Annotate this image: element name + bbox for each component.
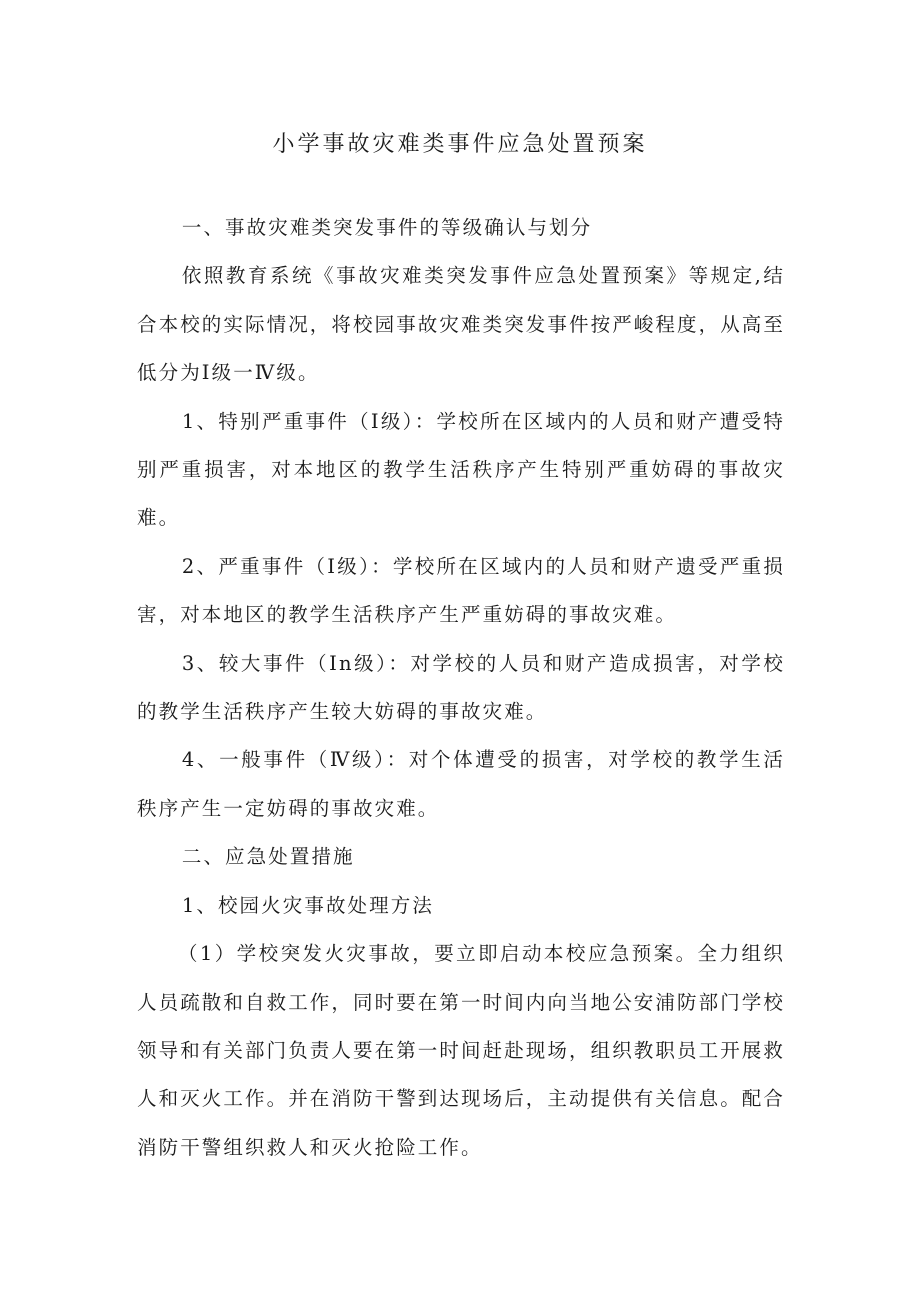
section-heading-2: 二、应急处置措施 bbox=[181, 845, 355, 869]
paragraph-level-3: 3、较大事件（In级）：对学校的人员和财产造成损害，对学校的教学生活秩序产生较大妨碍的事故灾难。 bbox=[137, 651, 785, 724]
paragraph-intro: 依照教育系统《事故灾难类突发事件应急处置预案》等规定,结合本校的实际情况，将校园事故灾难类突发事件按严峻程度，从高至低分为Ⅰ级一Ⅳ级。 bbox=[137, 264, 786, 385]
page-title: 小学事故灾难类事件应急处置预案 bbox=[272, 132, 648, 157]
section-heading-1: 一、事故灾难类突发事件的等级确认与划分 bbox=[181, 216, 593, 239]
subsection-heading-fire: 1、校园火灾事故处理方法 bbox=[181, 893, 434, 917]
paragraph-fire-response: （1）学校突发火灾事故，要立即启动本校应急预案。全力组织人员疏散和自救工作，同时要在第一时间内向当地公安浦防部门学校领导和有关部门负责人要在第一时间赶赴现场，组织教职员工开展救人和灭火工作。并在消防干警到达现场后，主动提供有关信息。配合消防干警组织救人和灭火抢险工作。 bbox=[137, 942, 786, 1159]
paragraph-level-1: 1、特别严重事件（Ⅰ级）：学校所在区域内的人员和财产遭受特别严重损害，对本地区的教学生活秩序产生特别严重妨碍的事故灾难。 bbox=[137, 409, 785, 530]
paragraph-level-2: 2、严重事件（Ⅰ级）：学校所在区域内的人员和财产遗受严重损害，对本地区的教学生活秩序产生严重妨碍的事故灾难。 bbox=[137, 554, 785, 627]
paragraph-level-4: 4、一般事件（Ⅳ级）：对个体遭受的损害，对学校的教学生活秩序产生一定妨碍的事故灾难。 bbox=[137, 748, 785, 820]
document-body bbox=[137, 204, 785, 1172]
